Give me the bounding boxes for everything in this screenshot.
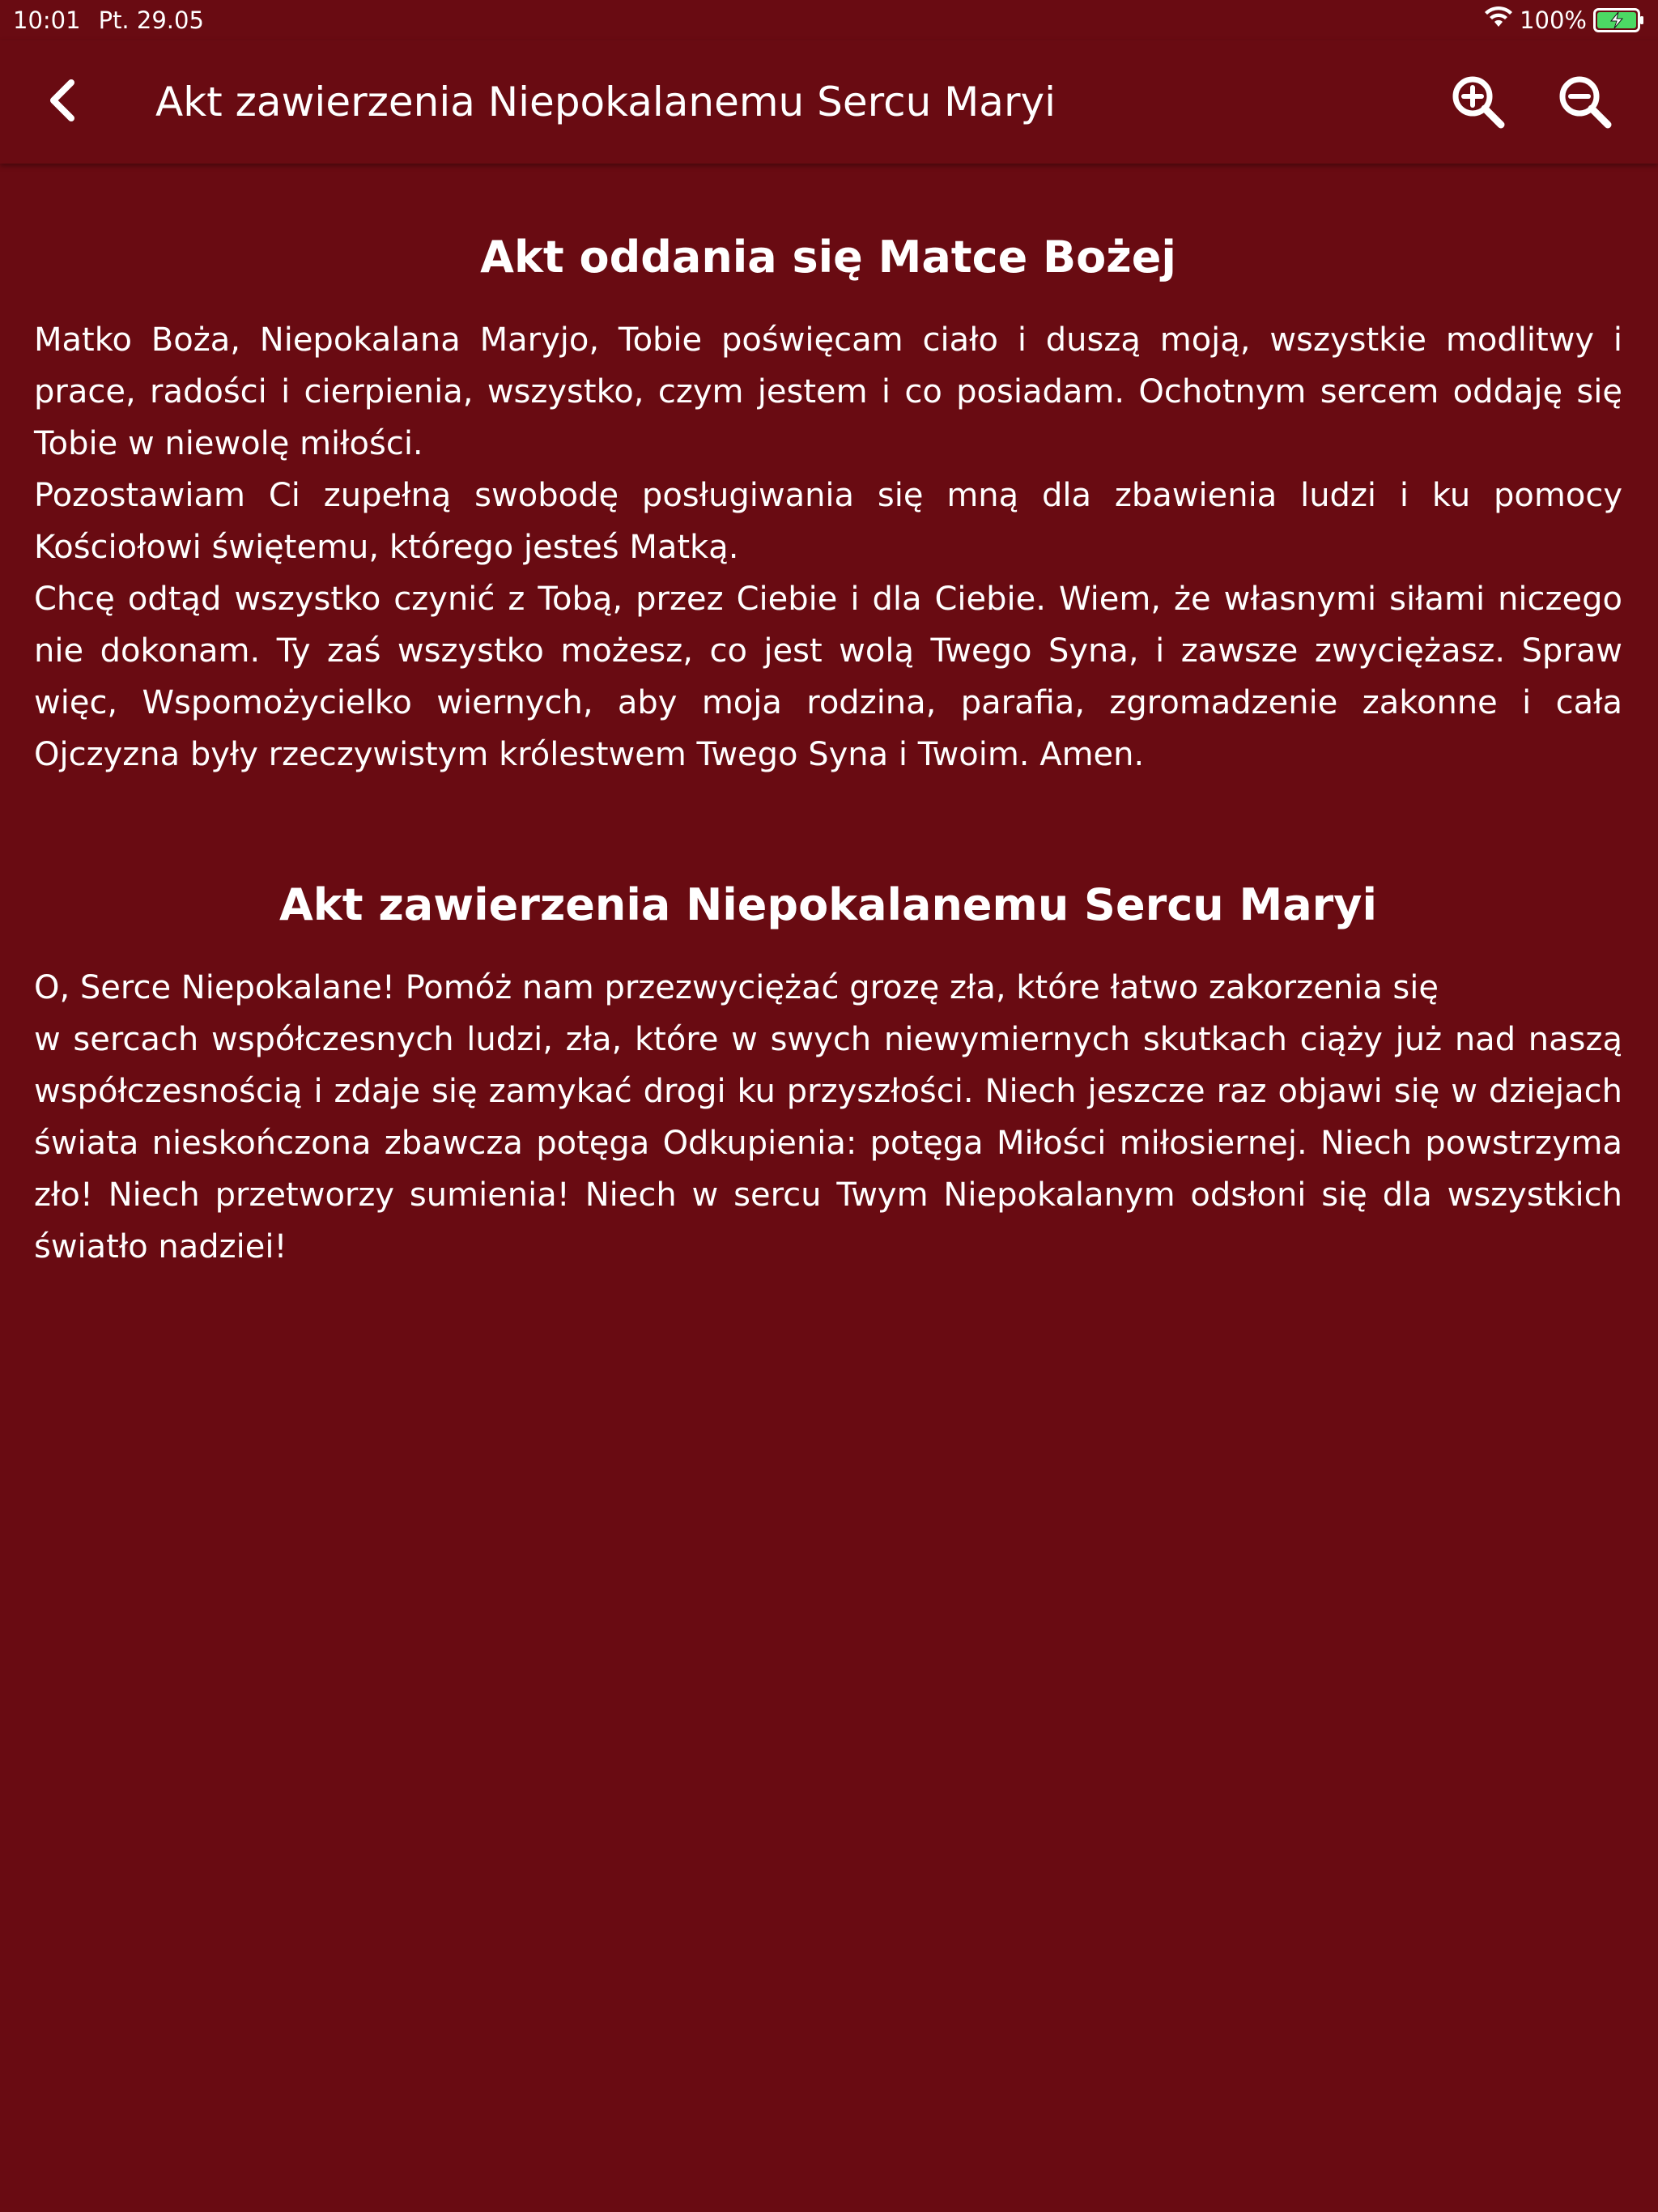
status-time: 10:01 [13, 6, 81, 34]
status-date: Pt. 29.05 [98, 6, 204, 34]
status-right [1477, 0, 1645, 40]
battery-charging-icon [1593, 8, 1645, 32]
prayer-content [34, 164, 1622, 1273]
chevron-left-icon [45, 78, 78, 126]
page-title: Akt zawierzenia Niepokalanemu Sercu Maryi [155, 79, 1056, 125]
section-text-akt-zawierzenia: O, Serce Niepokalane! Pomóż nam przezwyciężać grozę zła, które łatwo zakorzenia się w sercach współczesnych ludzi, zła, które w swych niewymiernych skutkach ciąży już nad naszą współczesnością i zdaje się zamykać drogi ku przyszłości. Niech jeszcze raz objawi się w dziejach świata nieskończona zbawcza potęga Odkupienia: potęga Miłości miłosiernej. Niech powstrzyma zło! Niech przetworzy sumienia! Niech w sercu Twym Niepokalanym odsłoni się dla wszystkich światło nadziei! [34, 969, 1622, 1266]
back-button[interactable] [36, 71, 87, 133]
status-bar [0, 0, 1658, 40]
app-bar [0, 40, 1658, 164]
wifi-icon [1484, 0, 1513, 40]
section-text-akt-oddania: Matko Boża, Niepokalana Maryjo, Tobie poświęcam ciało i duszą moją, wszystkie modlitwy i prace, radości i cierpienia, wszystko, czym jestem i co posiadam. Ochotnym sercem oddaję się Tobie w niewolę miłości. Pozostawiam Ci zupełną swobodę posługiwania się mną dla zbawienia ludzi i ku pomocy Kościołowi świętemu, którego jesteś Matką. Chcę odtąd wszystko czynić z Tobą, przez Ciebie i dla Ciebie. Wiem, że własnymi siłami niczego nie dokonam. Ty zaś wszystko możesz, co jest wolą Twego Syna, i zawsze zwyciężasz. Spraw więc, Wspomożycielko wiernych, aby moja rodzina, parafia, zgromadzenie zakonne i cała Ojczyzna były rzeczywistym królestwem Twego Syna i Twoim. Amen. [34, 321, 1622, 773]
status-left [13, 0, 204, 40]
zoom-out-icon [1556, 73, 1614, 134]
section-title-akt-oddania: Akt oddania się Matce Bożej [480, 232, 1176, 283]
battery-percent: 100% [1520, 6, 1587, 34]
zoom-in-button[interactable] [1446, 71, 1511, 136]
section-title-akt-zawierzenia: Akt zawierzenia Niepokalanemu Sercu Maryi [279, 879, 1377, 930]
zoom-in-icon [1449, 73, 1507, 134]
zoom-out-button[interactable] [1553, 71, 1618, 136]
